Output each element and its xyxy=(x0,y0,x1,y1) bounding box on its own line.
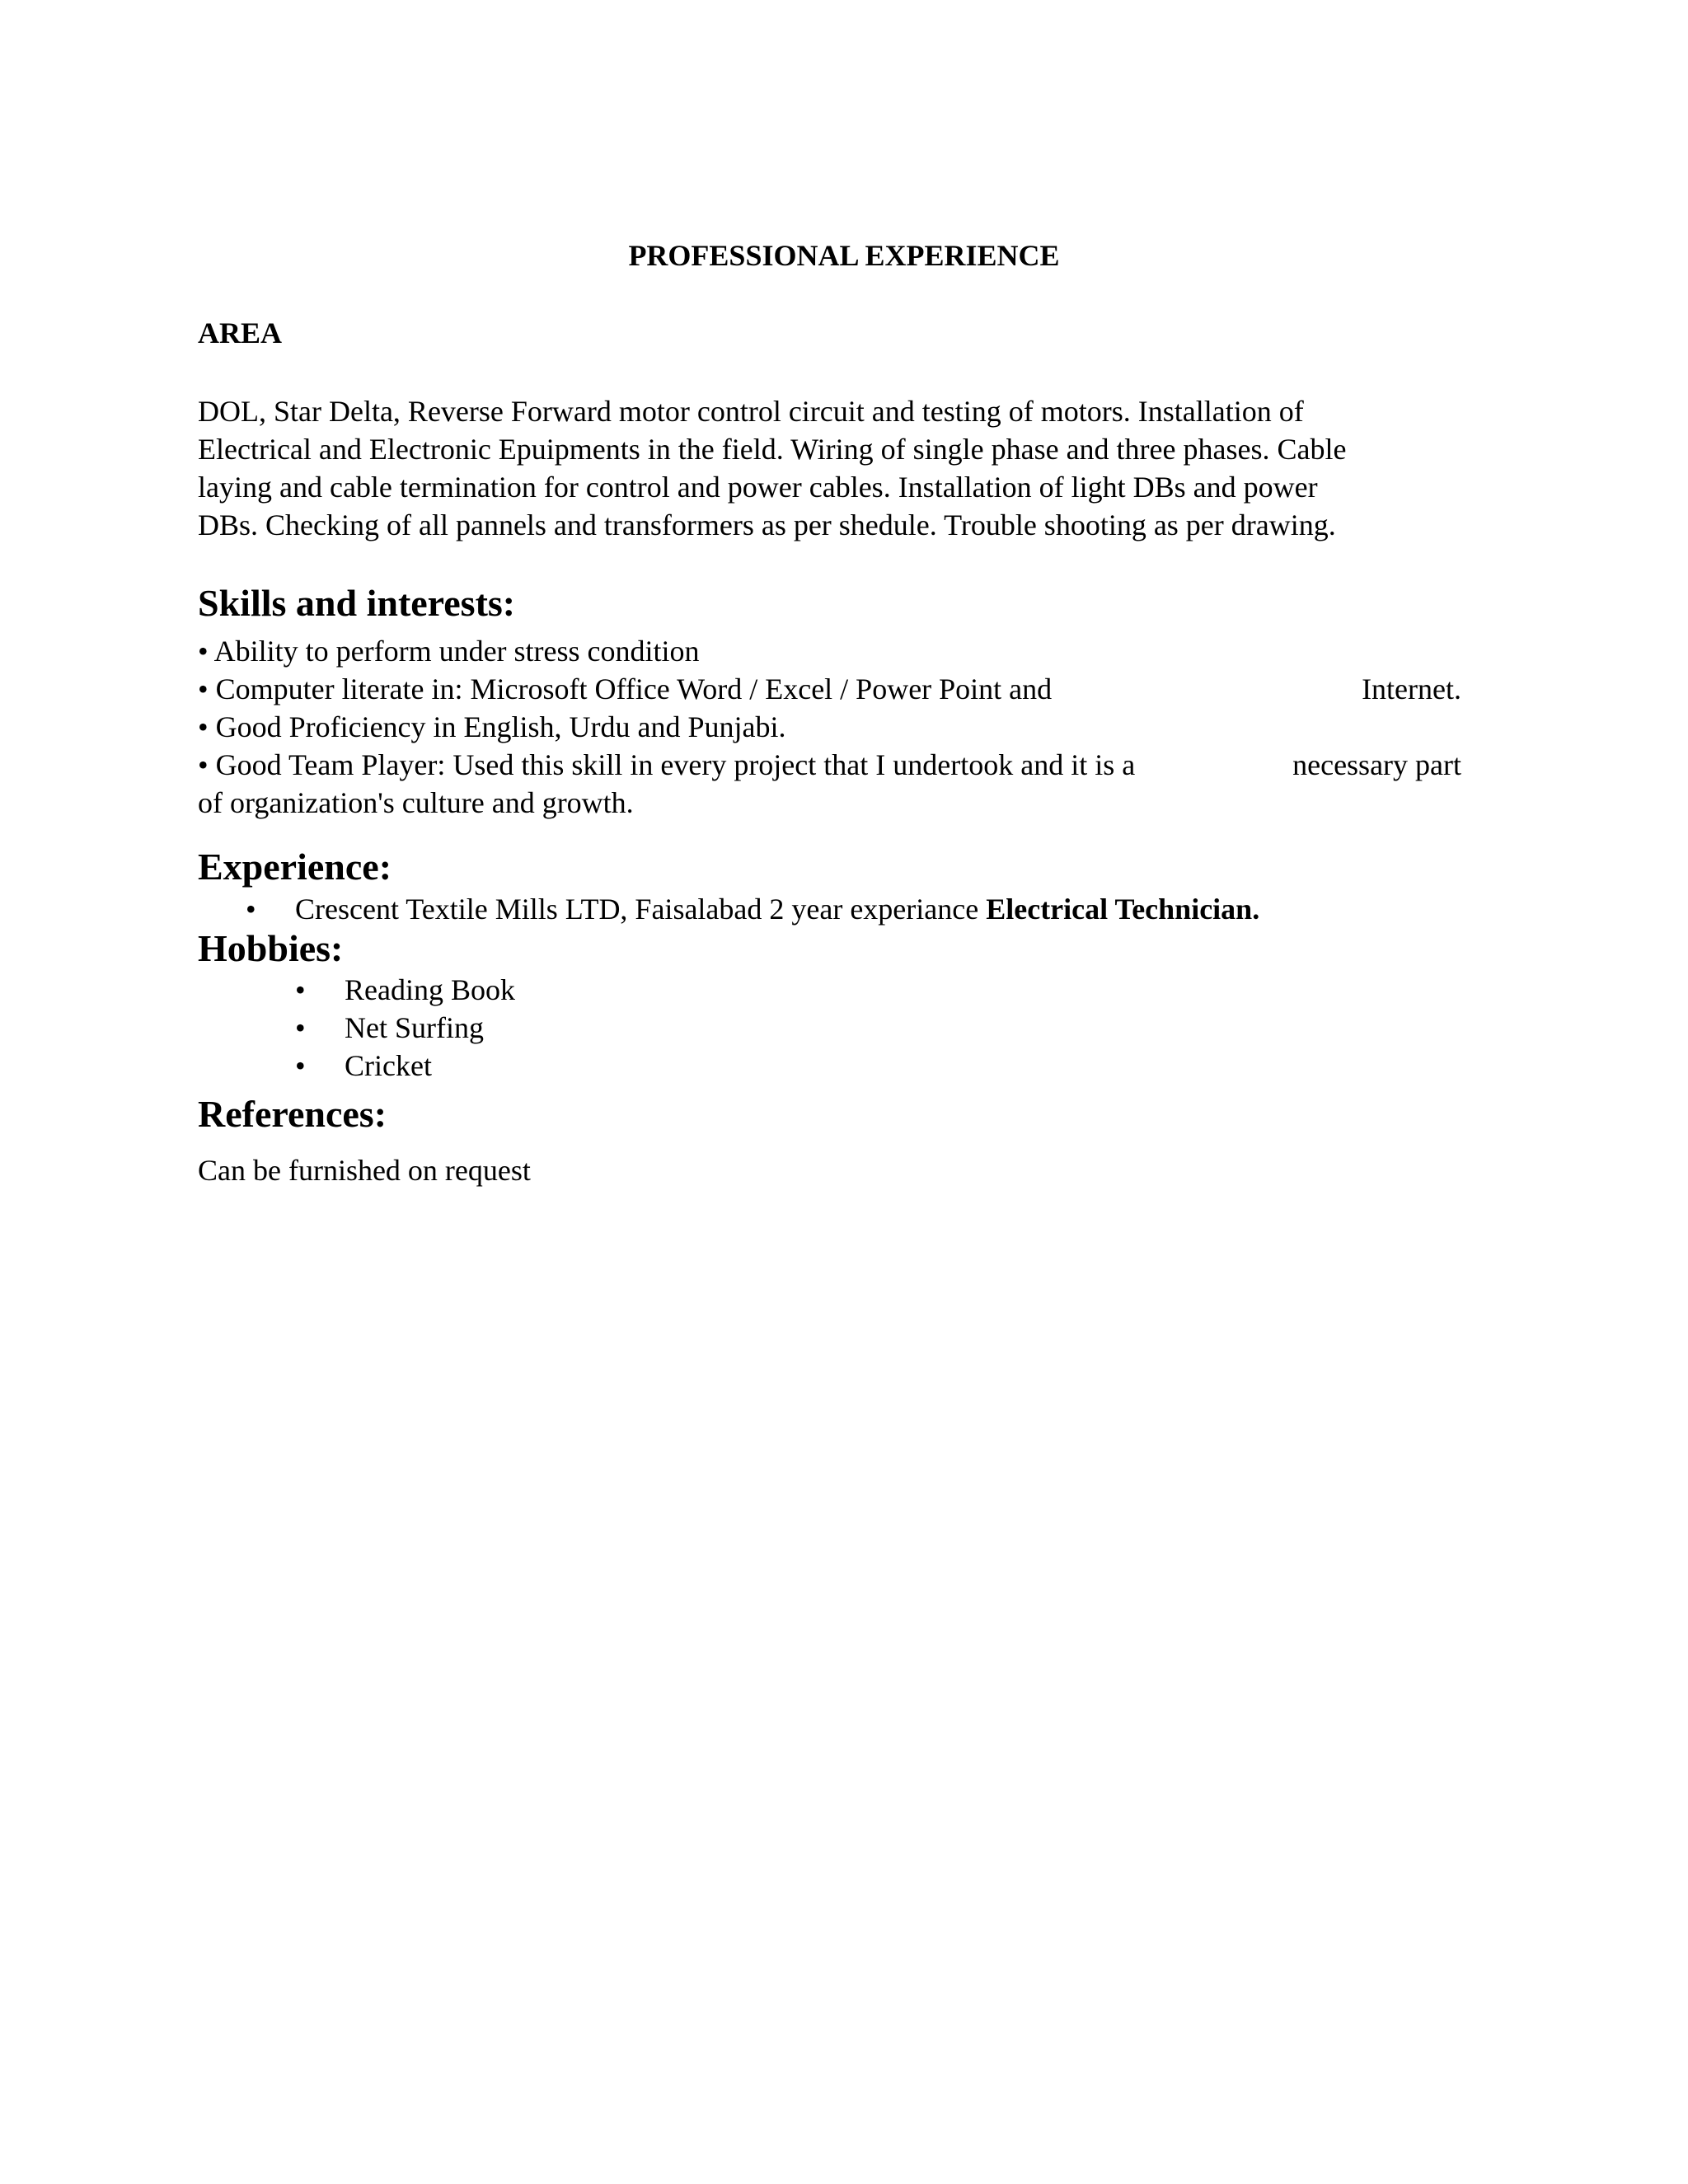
skill-item-text: • Computer literate in: Microsoft Office Word / Excel / Power Point and xyxy=(198,673,1053,705)
area-line: DOL, Star Delta, Reverse Forward motor control circuit and testing of motors. Installation of xyxy=(198,395,1304,428)
hobby-item xyxy=(295,1009,790,1047)
bullet: • xyxy=(295,973,306,1006)
area-paragraph xyxy=(198,392,1474,544)
references-heading: References: xyxy=(198,1093,387,1135)
section-title-professional-experience: PROFESSIONAL EXPERIENCE xyxy=(628,239,1060,272)
hobbies-heading: Hobbies: xyxy=(198,927,344,969)
bullet: • xyxy=(295,1049,306,1082)
skill-item xyxy=(198,670,1461,708)
hobby-item-text: Cricket xyxy=(345,1049,432,1082)
skill-item-continuation: of organization's culture and growth. xyxy=(198,786,634,819)
area-heading: AREA xyxy=(198,316,283,349)
area-line: DBs. Checking of all pannels and transformers as per shedule. Trouble shooting as per drawing. xyxy=(198,509,1336,541)
skill-item-text: Internet. xyxy=(1362,673,1461,705)
bullet: • xyxy=(246,893,256,926)
skills-heading: Skills and interests: xyxy=(198,582,516,624)
skill-item-text: • Good Team Player: Used this skill in every project that I undertook and it is a xyxy=(198,748,1136,781)
area-line: Electrical and Electronic Epuipments in the field. Wiring of single phase and three phases. Cable xyxy=(198,433,1347,466)
skills-list xyxy=(198,632,1467,822)
hobby-item xyxy=(295,1047,790,1085)
references-text: Can be furnished on request xyxy=(198,1154,531,1187)
experience-heading: Experience: xyxy=(198,846,392,888)
hobby-item xyxy=(295,971,790,1009)
bullet: • xyxy=(295,1011,306,1044)
experience-item-text xyxy=(295,890,1259,928)
skill-item xyxy=(198,746,1461,784)
skill-item: • Good Proficiency in English, Urdu and Punjabi. xyxy=(198,710,786,743)
experience-company: Crescent Textile Mills LTD, Faisalabad 2 year experiance xyxy=(295,893,987,926)
hobby-item-text: Reading Book xyxy=(345,973,515,1006)
experience-role: Electrical Technician. xyxy=(986,893,1260,926)
skill-item: • Ability to perform under stress condition xyxy=(198,635,700,668)
skill-item-text: necessary part xyxy=(1292,748,1461,781)
experience-item xyxy=(246,890,1482,928)
area-line: laying and cable termination for control and power cables. Installation of light DBs and power xyxy=(198,471,1318,504)
hobby-item-text: Net Surfing xyxy=(345,1011,484,1044)
